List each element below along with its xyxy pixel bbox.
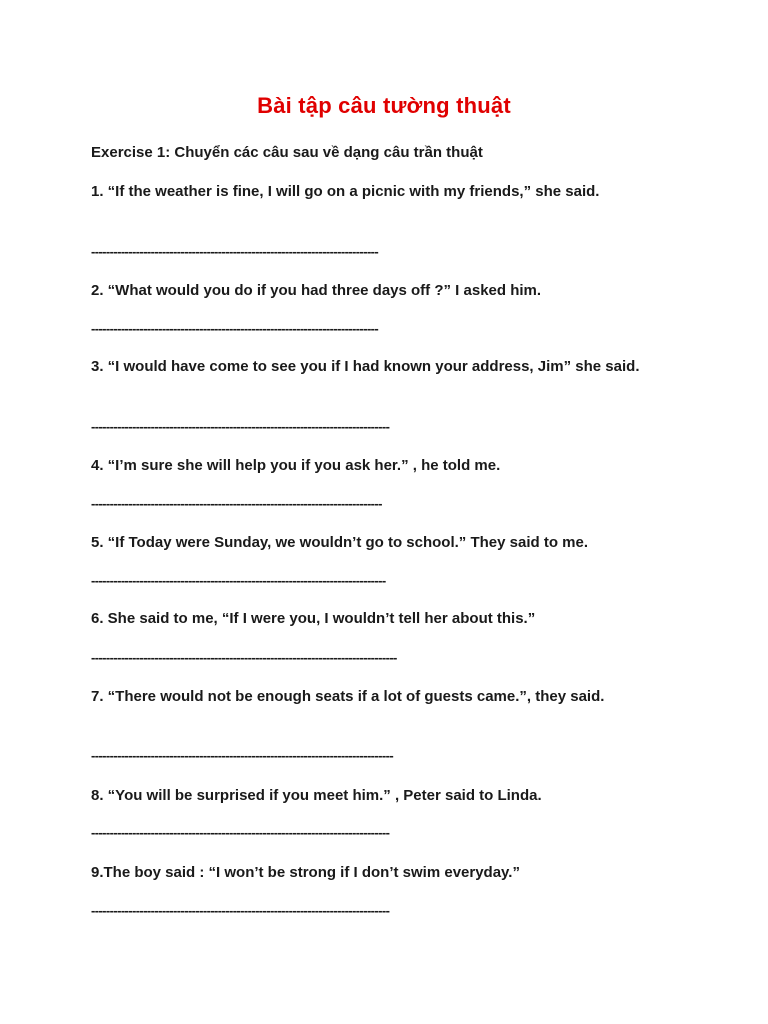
exercise-heading: Exercise 1: Chuyển các câu sau về dạng câu trần thuật <box>91 144 483 161</box>
answer-line-6: ---------------------------------------------------------------------------------- <box>91 650 397 665</box>
answer-line-8: -------------------------------------------------------------------------------- <box>91 825 390 840</box>
answer-line-7: --------------------------------------------------------------------------------- <box>91 748 394 763</box>
question-5: 5. “If Today were Sunday, we wouldn’t go to school.” They said to me. <box>91 534 589 551</box>
question-3: 3. “I would have come to see you if I had known your address, Jim” she said. <box>91 358 640 375</box>
answer-line-2: ----------------------------------------------------------------------------- <box>91 321 379 336</box>
answer-line-4: ------------------------------------------------------------------------------ <box>91 496 382 511</box>
answer-line-9: -------------------------------------------------------------------------------- <box>91 903 390 918</box>
worksheet-title: Bài tập câu tường thuật <box>257 93 511 118</box>
question-7: 7. “There would not be enough seats if a lot of guests came.”, they said. <box>91 688 605 705</box>
answer-line-1: ----------------------------------------------------------------------------- <box>91 244 379 259</box>
answer-line-3: -------------------------------------------------------------------------------- <box>91 419 390 434</box>
question-6: 6. She said to me, “If I were you, I wouldn’t tell her about this.” <box>91 610 536 627</box>
question-2: 2. “What would you do if you had three days off ?” I asked him. <box>91 282 542 299</box>
question-8: 8. “You will be surprised if you meet him.” , Peter said to Linda. <box>91 787 542 804</box>
question-9: 9.The boy said : “I won’t be strong if I don’t swim everyday.” <box>91 864 520 881</box>
question-4: 4. “I’m sure she will help you if you ask her.” , he told me. <box>91 457 501 474</box>
question-1: 1. “If the weather is fine, I will go on a picnic with my friends,” she said. <box>91 183 600 200</box>
answer-line-5: ------------------------------------------------------------------------------- <box>91 573 386 588</box>
